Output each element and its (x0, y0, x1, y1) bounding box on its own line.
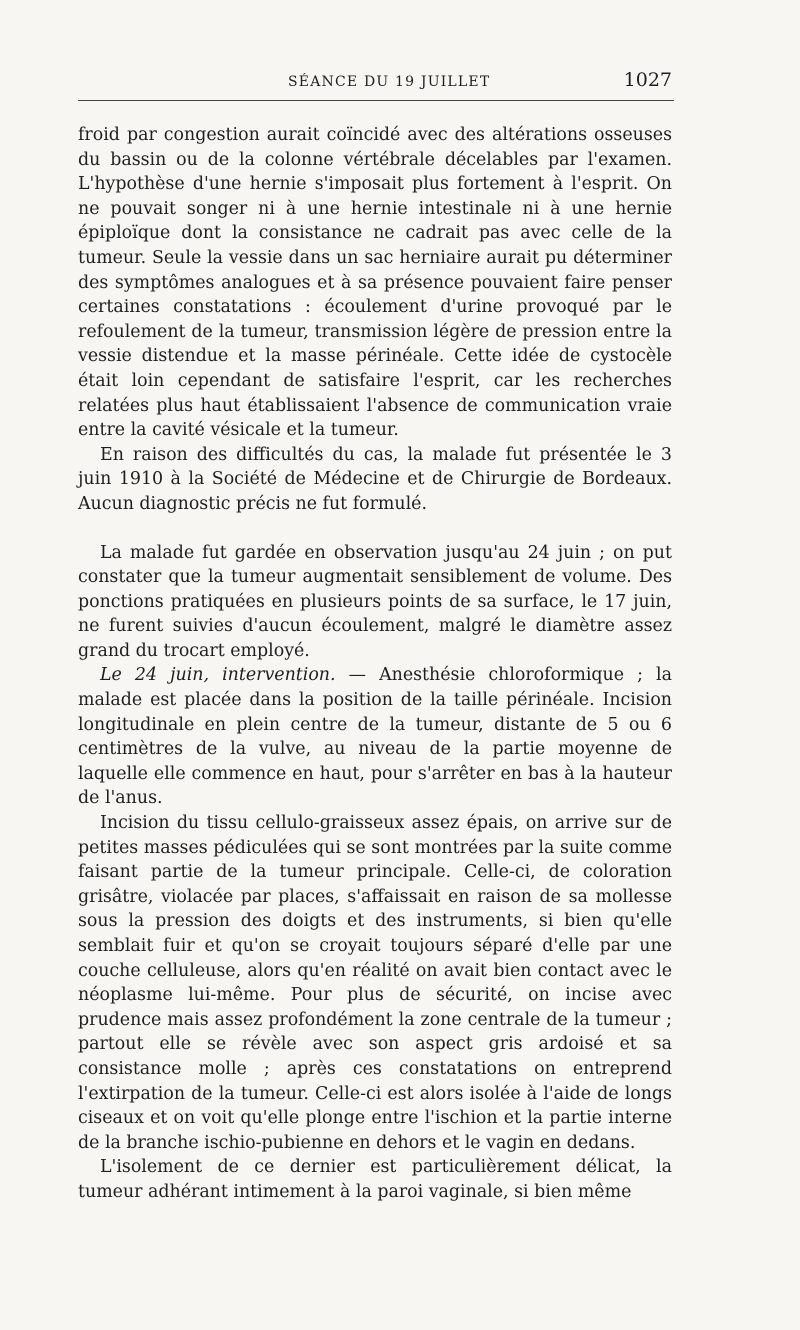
intervention-date: Le 24 juin, intervention. (100, 665, 336, 686)
paragraph-6: L'isolement de ce dernier est particulièrement délicat, la tumeur adhérant intimement à la paroi vaginale, si bien même (78, 1157, 672, 1202)
paragraph-3: La malade fut gardée en observation jusqu'au 24 juin ; on put constater que la tumeur augmentait sensiblement de volume. Des ponctions pratiquées en plusieurs points de sa surface, le 17 juin, ne furent suivies d'aucun écoulement, malgré le diamètre assez grand du trocart employé. (78, 542, 672, 661)
paragraph-2: En raison des difficultés du cas, la malade fut présentée le 3 juin 1910 à la Société de Médecine et de Chirurgie de Bordeaux. Aucun diagnostic précis ne fut formulé. (78, 444, 672, 514)
body-text (78, 123, 672, 1205)
page-number: 1027 (623, 69, 672, 91)
paragraph-4-text: — Anesthésie chloroformique ; la malade est placée dans la position de la taille périnéale. Incision longitudinale en plein centre de la tumeur, distante de 5 ou 6 centimètres de la vulve, au niveau de la partie moyenne de laquelle elle commence en haut, pour s'arrêter en bas à la hauteur de l'anus. (78, 665, 672, 809)
paragraph-5: Incision du tissu cellulo-graisseux assez épais, on arrive sur de petites masses pédiculées qui se sont montrées par la suite comme faisant partie de la tumeur principale. Celle-ci, de coloration grisâtre, violacée par places, s'affaissait en raison de sa mollesse sous la pression des doigts et des instruments, si bien qu'elle semblait fuir et qu'on se croyait toujours séparé d'elle par une couche celluleuse, alors qu'en réalité on avait bien contact avec le néoplasme lui-même. Pour plus de sécurité, on incise avec prudence mais assez profondément la zone centrale de la tumeur ; partout elle se révèle avec son aspect gris ardoisé et sa consistance molle ; après ces constatations on entreprend l'extirpation de la tumeur. Celle-ci est alors isolée à l'aide de longs ciseaux et on voit qu'elle plonge entre l'ischion et la partie interne de la branche ischio-pubienne en dehors et le vagin en dedans. (78, 813, 672, 1153)
running-title: SÉANCE DU 19 JUILLET (288, 74, 491, 90)
paragraph-4 (78, 663, 672, 811)
page-header (78, 66, 674, 101)
paragraph-1: froid par congestion aurait coïncidé avec des altérations osseuses du bassin ou de la colonne vértébrale décelables par l'examen. L'hypothèse d'une hernie s'imposait plus fortement à l'esprit. On ne pouvait songer ni à une hernie intestinale ni à une hernie épiploïque dont la consistance ne cadrait pas avec celle de la tumeur. Seule la vessie dans un sac herniaire aurait pu déterminer des symptômes analogues et à sa présence pouvaient faire penser certaines constatations : écoulement d'urine provoqué par le refoulement de la tumeur, transmission légère de pression entre la vessie distendue et la masse périnéale. Cette idée de cystocèle était loin cependant de satisfaire l'esprit, car les recherches relatées plus haut établissaient l'absence de communication vraie entre la cavité vésicale et la tumeur. (78, 125, 672, 441)
